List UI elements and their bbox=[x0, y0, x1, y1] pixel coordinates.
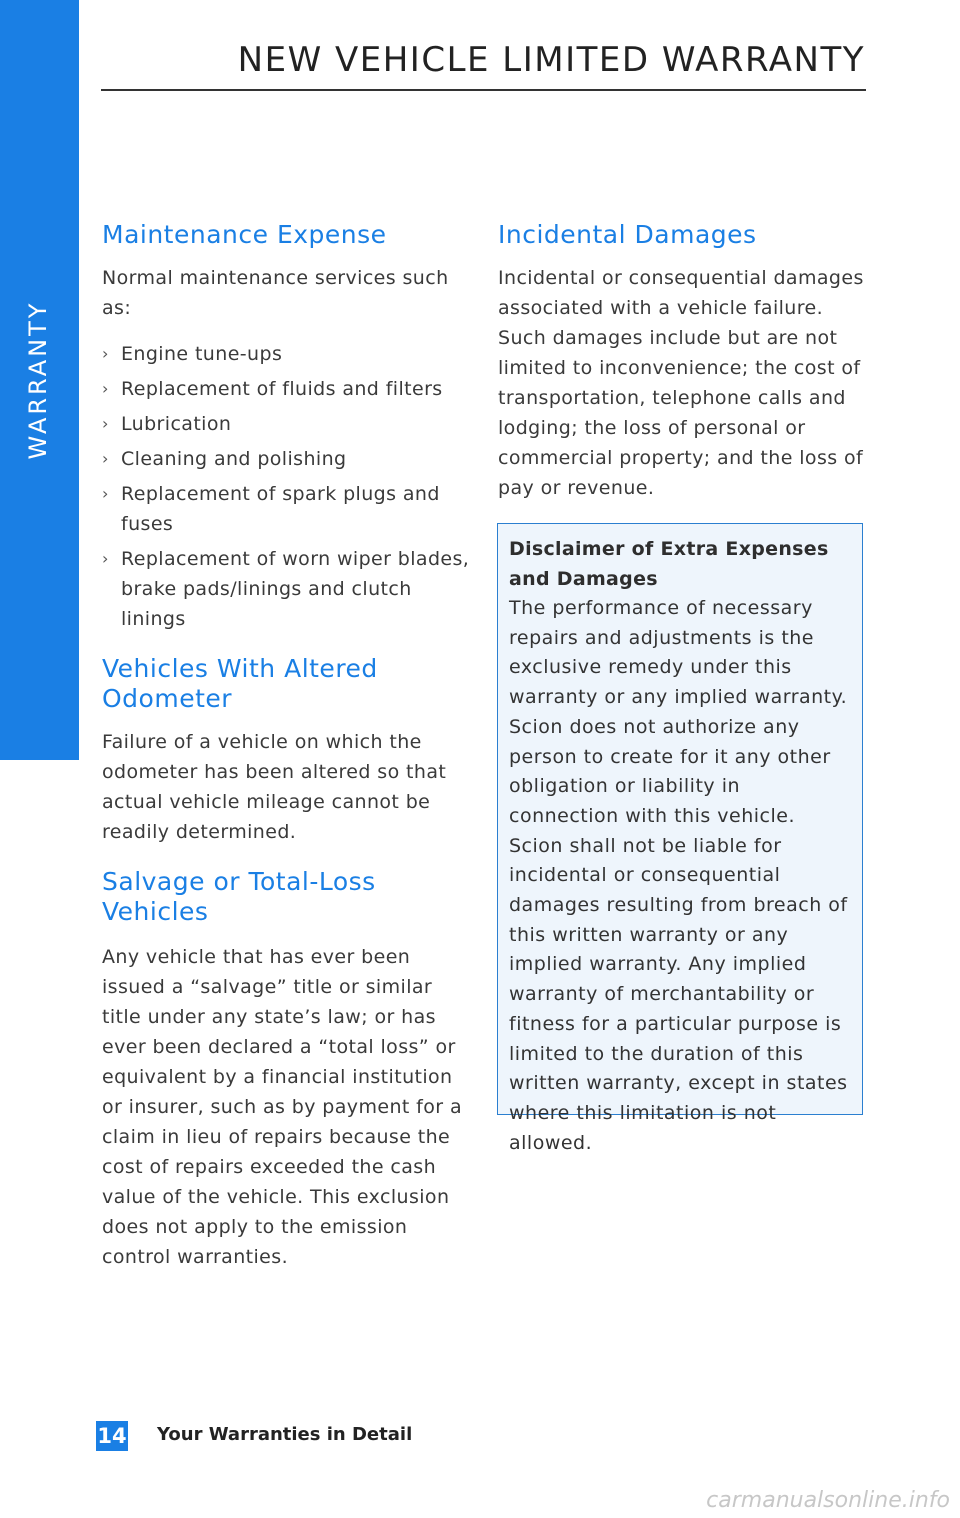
maintenance-section bbox=[102, 220, 470, 634]
salvage-section bbox=[102, 867, 470, 1272]
side-section-tab bbox=[0, 0, 79, 760]
list-item bbox=[102, 339, 470, 369]
list-item bbox=[102, 409, 470, 439]
incidental-heading: Incidental Damages bbox=[498, 220, 757, 249]
chevron-right-icon: › bbox=[102, 484, 109, 503]
watermark: carmanualsonline.info bbox=[706, 1488, 950, 1513]
salvage-heading: Salvage or Total-Loss Vehicles bbox=[102, 867, 376, 926]
maintenance-heading: Maintenance Expense bbox=[102, 220, 387, 249]
odometer-section bbox=[102, 654, 470, 847]
side-tab-label: WARRANTY bbox=[24, 300, 52, 460]
chevron-right-icon: › bbox=[102, 344, 109, 363]
odometer-body: Failure of a vehicle on which the odometer has been altered so that actual vehicle mileage cannot be readily determined. bbox=[102, 731, 447, 843]
list-item bbox=[102, 544, 470, 634]
list-item-text: Lubrication bbox=[121, 413, 232, 435]
left-column bbox=[102, 220, 470, 1272]
list-item-text: Replacement of fluids and filters bbox=[121, 378, 443, 400]
page-title: NEW VEHICLE LIMITED WARRANTY bbox=[237, 40, 865, 80]
incidental-body: Incidental or consequential damages associated with a vehicle failure. Such damages include but are not limited to inconvenience; the cost of transportation, telephone calls and lodging; the loss of personal or commercial property; and the loss of pay or revenue. bbox=[498, 267, 864, 499]
chevron-right-icon: › bbox=[102, 549, 109, 568]
salvage-body: Any vehicle that has ever been issued a “salvage” title or similar title under any state’s law; or has ever been declared a “total loss” or equivalent by a financial institution or insurer, such as by payment for a claim in lieu of repairs because the cost of repairs exceeded the cash value of the vehicle. This exclusion does not apply to the emission control warranties. bbox=[102, 946, 462, 1268]
chevron-right-icon: › bbox=[102, 379, 109, 398]
list-item-text: Replacement of worn wiper blades, brake pads/linings and clutch linings bbox=[121, 548, 470, 630]
disclaimer-title: Disclaimer of Extra Expenses and Damages bbox=[509, 538, 829, 590]
disclaimer-box bbox=[497, 523, 863, 1154]
odometer-heading: Vehicles With Altered Odometer bbox=[102, 654, 378, 713]
page-number: 14 bbox=[96, 1421, 128, 1451]
footer-label: Your Warranties in Detail bbox=[157, 1424, 413, 1445]
list-item bbox=[102, 374, 470, 404]
chevron-right-icon: › bbox=[102, 414, 109, 433]
maintenance-list bbox=[102, 339, 470, 634]
list-item bbox=[102, 444, 470, 474]
list-item-text: Cleaning and polishing bbox=[121, 448, 347, 470]
list-item-text: Replacement of spark plugs and fuses bbox=[121, 483, 440, 535]
disclaimer-body: The performance of necessary repairs and adjustments is the exclusive remedy under this warranty or any implied warranty. Scion does not authorize any person to create for it any other obligation or liability in connection with this vehicle. Scion shall not be liable for incidental or consequential damages resulting from breach of this written warranty or any implied warranty. Any implied warranty of merchantability or fitness for a particular purpose is limited to the duration of this written warranty, except in states where this limitation is not allowed. bbox=[509, 597, 848, 1154]
list-item bbox=[102, 479, 470, 539]
title-divider bbox=[101, 89, 866, 91]
chevron-right-icon: › bbox=[102, 449, 109, 468]
list-item-text: Engine tune-ups bbox=[121, 343, 283, 365]
right-column bbox=[498, 220, 866, 503]
incidental-section bbox=[498, 220, 866, 503]
maintenance-intro: Normal maintenance services such as: bbox=[102, 267, 449, 319]
